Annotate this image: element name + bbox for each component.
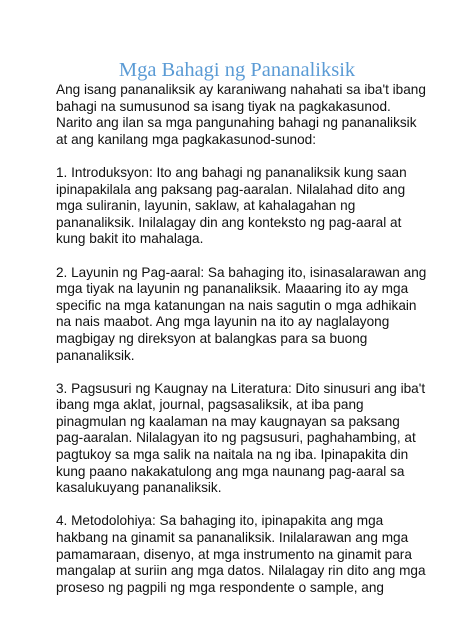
text-line: 1. Introduksyon: Ito ang bahagi ng pananaliksik kung saan — [56, 164, 407, 180]
text-line: bahagi na sumusunod sa isang tiyak na pagkakasunod. — [56, 98, 391, 114]
section-layunin — [56, 265, 466, 365]
text-line: mga tiyak na layunin ng pananaliksik. Maaaring ito ay mga — [56, 281, 409, 297]
text-line: kung bakit ito mahalaga. — [56, 231, 204, 247]
text-line: magbigay ng direksyon at balangkas para sa buong — [56, 330, 368, 346]
text-line: pag-aaralan. Nilalagyan ito ng pagsusuri, paghahambing, at — [56, 430, 416, 446]
text-line: 3. Pagsusuri ng Kaugnay na Literatura: Dito sinusuri ang iba't — [56, 380, 426, 396]
document-body — [56, 82, 466, 613]
section-pagsusuri — [56, 381, 466, 497]
text-line: mga suliranin, layunin, saklaw, at kahalagahan ng — [56, 198, 356, 214]
text-line: pinagmulan ng kaalaman na may kaugnayan sa paksang — [56, 413, 400, 429]
text-line: ibang mga aklat, journal, pagsasaliksik, at iba pang — [56, 397, 364, 413]
text-line: pananaliksik. — [56, 347, 135, 363]
section-introduksyon — [56, 165, 466, 248]
text-line: 2. Layunin ng Pag-aaral: Sa bahaging ito, isinasalarawan ang — [56, 264, 427, 280]
text-line: Ang isang pananaliksik ay karaniwang nahahati sa iba't ibang — [56, 82, 426, 97]
text-line: specific na mga katanungan na nais sagutin o mga adhikain — [56, 297, 417, 313]
intro-paragraph — [56, 82, 466, 148]
text-line: pananaliksik. Inilalagay din ang konteksto ng pag-aaral at — [56, 214, 402, 230]
text-line: kung paano nakakatulong ang mga naunang pag-aaral sa — [56, 463, 405, 479]
text-line: kasalukuyang pananaliksik. — [56, 480, 222, 496]
text-line: 4. Metodolohiya: Sa bahaging ito, ipinapakita ang mga — [56, 513, 384, 529]
text-line: mangalap at suriin ang mga datos. Nilalagay rin dito ang mga — [56, 563, 426, 579]
text-line: Narito ang ilan sa mga pangunahing bahagi ng pananaliksik — [56, 115, 417, 131]
section-metodolohiya — [56, 513, 466, 596]
text-line: at ang kanilang mga pagkakasunod-sunod: — [56, 131, 316, 147]
text-line: ipinapakilala ang paksang pag-aaralan. Nilalahad dito ang — [56, 181, 406, 197]
text-line: pamamaraan, disenyo, at mga instrumento na ginamit para — [56, 546, 412, 562]
document-title: Mga Bahagi ng Pananaliksik — [118, 59, 356, 81]
text-line: hakbang na ginamit sa pananaliksik. Inilalarawan ang mga — [56, 530, 409, 546]
text-line: pagtukoy sa mga salik na naitala na ng iba. Ipinapakita din — [56, 447, 409, 463]
text-line: na nais maabot. Ang mga layunin na ito ay naglalayong — [56, 314, 390, 330]
text-line: proseso ng pagpili ng mga respondente o sample, ang — [56, 579, 384, 595]
